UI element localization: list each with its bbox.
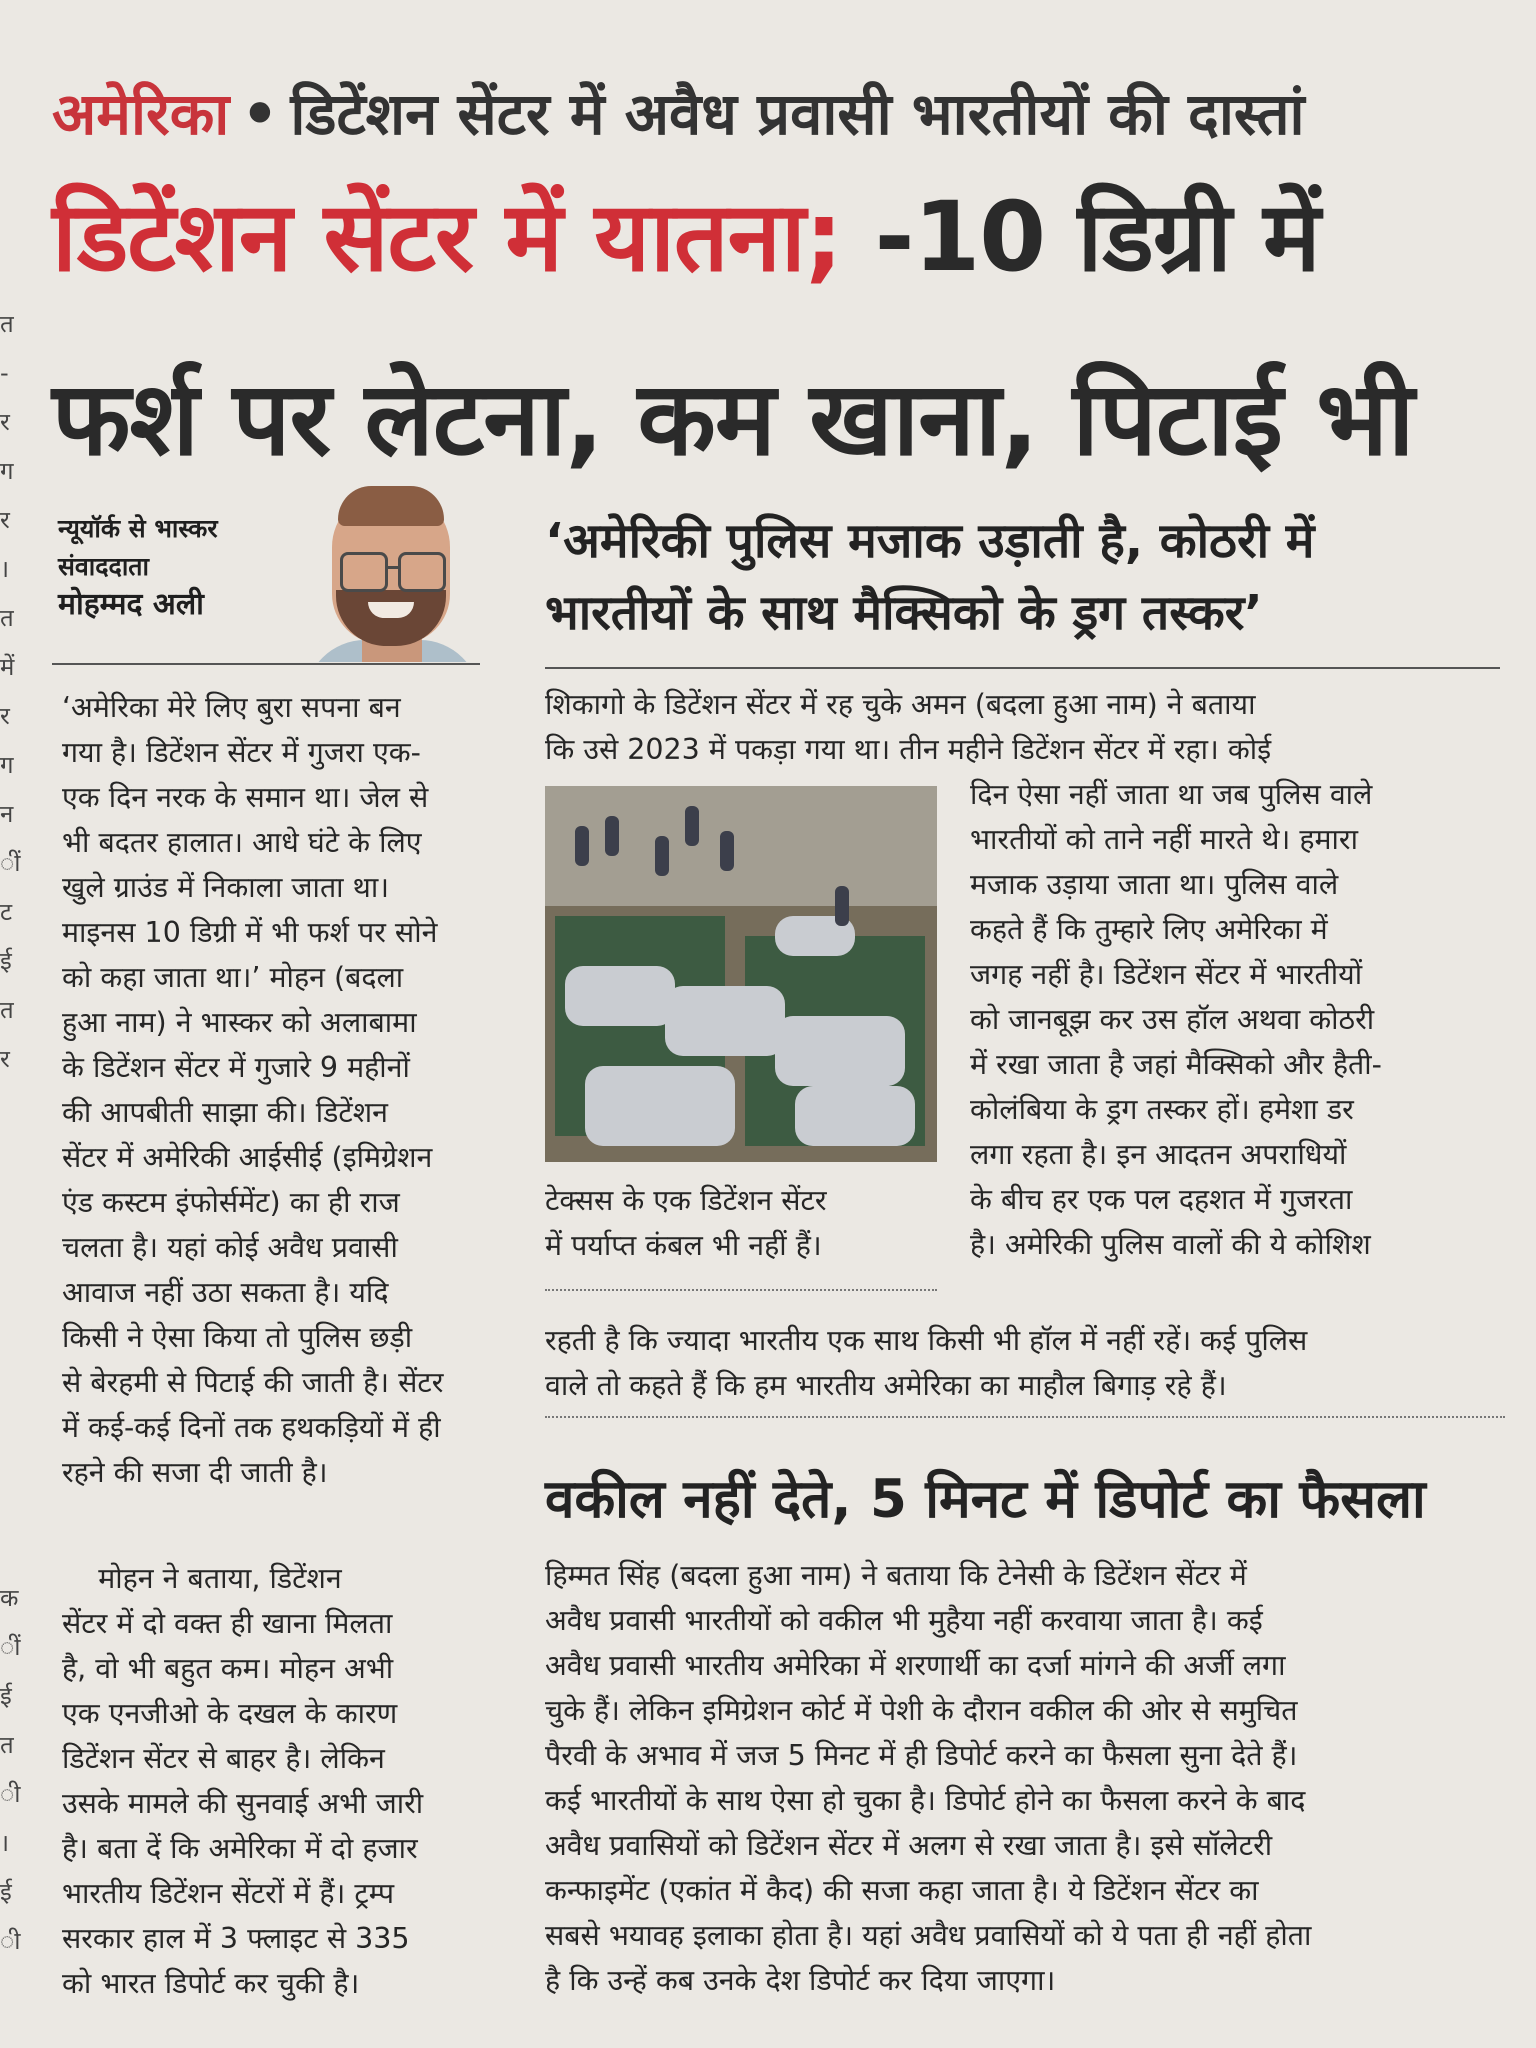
story2-top-lines	[545, 682, 1505, 772]
text-line: है कि उन्हें कब उनके देश डिपोर्ट कर दिया जाएगा।	[545, 1964, 1056, 1997]
margin-fragment: क	[0, 1584, 19, 1612]
story2-bottom-lines	[545, 1318, 1505, 1408]
margin-fragment: ग	[0, 751, 14, 779]
margin-fragment	[0, 1329, 22, 1378]
margin-fragment: ।	[0, 555, 10, 583]
margin-fragment: त	[0, 604, 14, 632]
text-line: अवैध प्रवासियों को डिटेंशन सेंटर में अलग से रखा जाता है। इसे सॉलेटरी	[545, 1829, 1273, 1862]
text-line: कि उसे 2023 में पकड़ा गया था। तीन महीने डिटेंशन सेंटर में रहा। कोई	[545, 733, 1272, 766]
text-line: को जानबूझ कर उस हॉल अथवा कोठरी	[970, 1003, 1375, 1036]
text-line: की आपबीती साझा की। डिटेंशन	[62, 1096, 388, 1129]
margin-fragment: ई	[0, 947, 12, 975]
story2-beside-photo	[970, 772, 1505, 1267]
photo-caption-line: में पर्याप्त कंबल भी नहीं हैं।	[545, 1229, 822, 1262]
left-column-para-1	[62, 685, 502, 1495]
margin-fragment: -	[0, 359, 9, 387]
text-line: भी बदतर हालात। आधे घंटे के लिए	[62, 826, 422, 859]
byline-role: संवाददाता	[58, 552, 150, 581]
text-line: सबसे भयावह इलाका होता है। यहां अवैध प्रवासियों को ये पता ही नहीं होता	[545, 1919, 1312, 1952]
reporter-photo	[300, 480, 480, 662]
margin-fragment: न	[0, 800, 14, 828]
text-line: भारतीय डिटेंशन सेंटरों में हैं। ट्रम्प	[62, 1877, 395, 1910]
text-line: एंड कस्टम इंफोर्समेंट) का ही राज	[62, 1186, 400, 1219]
margin-fragment	[0, 1182, 22, 1231]
margin-fragment: र	[0, 1045, 10, 1073]
text-line: जगह नहीं है। डिटेंशन सेंटर में भारतीयों	[970, 958, 1363, 991]
kicker-text: डिटेंशन सेंटर में अवैध प्रवासी भारतीयों की दास्तां	[290, 80, 1305, 148]
text-line: मोहन ने बताया, डिटेंशन	[62, 1562, 342, 1595]
margin-fragment: ग	[0, 457, 14, 485]
text-line: वाले तो कहते हैं कि हम भारतीय अमेरिका का माहौल बिगाड़ रहे हैं।	[545, 1369, 1227, 1402]
margin-fragment: में	[0, 653, 15, 681]
text-line: मजाक उड़ाया जाता था। पुलिस वाले	[970, 868, 1339, 901]
subheadline-divider	[545, 667, 1500, 669]
text-line: सेंटर में अमेरिकी आईसीई (इमिग्रेशन	[62, 1141, 433, 1174]
text-line: रहने की सजा दी जाती है।	[62, 1456, 328, 1489]
text-line: ‘अमेरिका मेरे लिए बुरा सपना बन	[62, 691, 401, 724]
section-divider	[545, 1416, 1505, 1419]
text-line: है। बता दें कि अमेरिका में दो हजार	[62, 1832, 418, 1865]
margin-fragment: त	[0, 310, 14, 338]
margin-fragment: ई	[0, 1878, 12, 1906]
margin-fragment: ई	[0, 1682, 12, 1710]
story3-body	[545, 1553, 1505, 2003]
margin-fragment: ट	[0, 898, 13, 926]
margin-fragment: ी	[0, 1927, 21, 1955]
subheadline	[545, 505, 1505, 649]
text-line: खुले ग्राउंड में निकाला जाता था।	[62, 871, 390, 904]
photo-caption	[545, 1178, 945, 1268]
margin-fragment	[0, 1231, 22, 1280]
margin-fragment	[0, 1084, 22, 1133]
text-line: को भारत डिपोर्ट कर चुकी है।	[62, 1967, 360, 2000]
margin-fragment: र	[0, 506, 10, 534]
caption-divider	[545, 1289, 937, 1292]
text-line: लगा रहता है। इन आदतन अपराधियों	[970, 1138, 1347, 1171]
bullet-icon: •	[241, 80, 279, 148]
byline-location: न्यूयॉर्क से भास्कर	[58, 514, 218, 543]
margin-fragment	[0, 1280, 22, 1329]
text-line: डिटेंशन सेंटर से बाहर है। लेकिन	[62, 1742, 385, 1775]
text-line: एक दिन नरक के समान था। जेल से	[62, 781, 429, 814]
text-line: चलता है। यहां कोई अवैध प्रवासी	[62, 1231, 398, 1264]
margin-fragment: र	[0, 702, 10, 730]
detention-center-photo	[545, 786, 937, 1162]
text-line: माइनस 10 डिग्री में भी फर्श पर सोने	[62, 916, 438, 949]
text-line: भारतीयों को ताने नहीं मारते थे। हमारा	[970, 823, 1358, 856]
margin-fragment: ।	[0, 1829, 10, 1857]
headline-dark-part: -10 डिग्री में	[874, 181, 1320, 293]
text-line: के डिटेंशन सेंटर में गुजारे 9 महीनों	[62, 1051, 410, 1084]
adjacent-column-fragment	[0, 300, 22, 2040]
margin-fragment: त	[0, 996, 14, 1024]
text-line: उसके मामले की सुनवाई अभी जारी	[62, 1787, 424, 1820]
text-line: अवैध प्रवासी भारतीय अमेरिका में शरणार्थी का दर्जा मांगने की अर्जी लगा	[545, 1649, 1286, 1682]
subheadline-line-2: भारतीयों के साथ मैक्सिको के ड्रग तस्कर’	[545, 585, 1263, 641]
text-line: गया है। डिटेंशन सेंटर में गुजरा एक-	[62, 736, 421, 769]
margin-fragment: ीं	[0, 1633, 21, 1661]
left-column-para-2	[62, 1556, 502, 2006]
photo-caption-line: टेक्सस के एक डिटेंशन सेंटर	[545, 1184, 827, 1217]
text-line: आवाज नहीं उठा सकता है। यदि	[62, 1276, 389, 1309]
margin-fragment	[0, 1427, 22, 1476]
text-line: कहते हैं कि तुम्हारे लिए अमेरिका में	[970, 913, 1328, 946]
text-line: चुके हैं। लेकिन इमिग्रेशन कोर्ट में पेशी के दौरान वकील की ओर से समुचित	[545, 1694, 1298, 1727]
text-line: शिकागो के डिटेंशन सेंटर में रह चुके अमन (बदला हुआ नाम) ने बताया	[545, 688, 1256, 721]
text-line: कोलंबिया के ड्रग तस्कर हों। हमेशा डर	[970, 1093, 1354, 1126]
byline-name: मोहम्मद अली	[58, 587, 204, 622]
margin-fragment: ीं	[0, 849, 21, 877]
margin-fragment	[0, 1525, 22, 1574]
subheadline-line-1: ‘अमेरिकी पुलिस मजाक उड़ाती है, कोठरी में	[545, 513, 1315, 569]
text-line: दिन ऐसा नहीं जाता था जब पुलिस वाले	[970, 778, 1373, 811]
margin-fragment	[0, 1133, 22, 1182]
headline-line-2: फर्श पर लेटना, कम खाना, पिटाई भी	[52, 360, 1414, 479]
headline-line-1	[52, 168, 1512, 299]
text-line: रहती है कि ज्यादा भारतीय एक साथ किसी भी हॉल में नहीं रहें। कई पुलिस	[545, 1324, 1308, 1357]
text-line: हुआ नाम) ने भास्कर को अलाबामा	[62, 1006, 417, 1039]
margin-fragment	[0, 1476, 22, 1525]
text-line: में रखा जाता है जहां मैक्सिको और हैती-	[970, 1048, 1382, 1081]
text-line: सेंटर में दो वक्त ही खाना मिलता	[62, 1607, 393, 1640]
text-line: अवैध प्रवासी भारतीयों को वकील भी मुहैया नहीं करवाया जाता है। कई	[545, 1604, 1263, 1637]
kicker-tag: अमेरिका	[52, 80, 230, 148]
margin-fragment: त	[0, 1731, 14, 1759]
text-line: में कई-कई दिनों तक हथकड़ियों में ही	[62, 1411, 441, 1444]
text-line: पैरवी के अभाव में जज 5 मिनट में ही डिपोर्ट करने का फैसला सुना देते हैं।	[545, 1739, 1298, 1772]
text-line: है। अमेरिकी पुलिस वालों की ये कोशिश	[970, 1228, 1371, 1261]
text-line: के बीच हर एक पल दहशत में गुजरता	[970, 1183, 1353, 1216]
byline-divider	[52, 663, 480, 665]
text-line: किसी ने ऐसा किया तो पुलिस छड़ी	[62, 1321, 413, 1354]
kicker	[52, 72, 1502, 151]
text-line: एक एनजीओ के दखल के कारण	[62, 1697, 398, 1730]
story3-heading: वकील नहीं देते, 5 मिनट में डिपोर्ट का फैसला	[545, 1469, 1426, 1530]
margin-fragment: र	[0, 408, 10, 436]
text-line: है, वो भी बहुत कम। मोहन अभी	[62, 1652, 394, 1685]
margin-fragment	[0, 1378, 22, 1427]
margin-fragment: ी	[0, 1780, 21, 1808]
headline-red-part: डिटेंशन सेंटर में यातना;	[52, 181, 843, 293]
text-line: कन्फाइमेंट (एकांत में कैद) की सजा कहा जाता है। ये डिटेंशन सेंटर का	[545, 1874, 1259, 1907]
text-line: हिम्मत सिंह (बदला हुआ नाम) ने बताया कि टेनेसी के डिटेंशन सेंटर में	[545, 1559, 1247, 1592]
byline	[58, 510, 278, 624]
text-line: सरकार हाल में 3 फ्लाइट से 335	[62, 1922, 410, 1955]
text-line: से बेरहमी से पिटाई की जाती है। सेंटर	[62, 1366, 444, 1399]
text-line: कई भारतीयों के साथ ऐसा हो चुका है। डिपोर्ट होने का फैसला करने के बाद	[545, 1784, 1306, 1817]
text-line: को कहा जाता था।’ मोहन (बदला	[62, 961, 404, 994]
